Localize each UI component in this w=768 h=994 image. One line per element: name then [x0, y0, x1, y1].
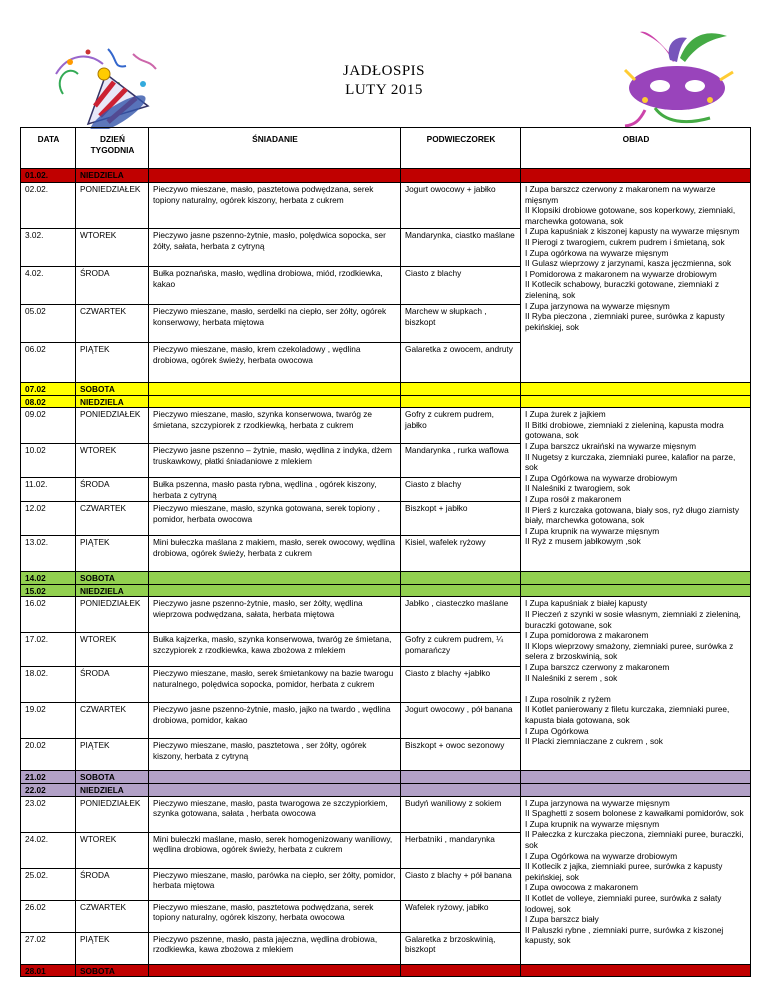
- breakfast-cell: Pieczywo mieszane, masło, serek śmietankowy na bazie twarogu naturalnego, polędwica sopocka, pomidor, herbata z cukrem: [149, 667, 401, 703]
- day-cell: SOBOTA: [76, 572, 149, 585]
- day-cell: NIEDZIELA: [76, 584, 149, 597]
- breakfast-cell: Pieczywo mieszane, masło, krem czekoladowy , wędlina drobiowa, ogórek świeży, herbata owocowa: [149, 343, 401, 383]
- date-cell: 10.02: [21, 444, 76, 478]
- page-title: JADŁOSPIS: [342, 63, 426, 79]
- day-cell: PIĄTEK: [76, 739, 149, 771]
- snack-cell: Biszkopt + jabłko: [401, 502, 521, 536]
- snack-cell: Gofry z cukrem pudrem, jabłko: [401, 408, 521, 444]
- breakfast-cell: Pieczywo mieszane, masło, serdelki na ciepło, ser żółty, ogórek konserwowy, herbata miętowa: [149, 305, 401, 343]
- breakfast-cell: Mini bułeczka maślana z makiem, masło, serek owocowy, wędlina drobiowa, ogórek świeży, herbata z cukrem: [149, 536, 401, 572]
- snack-cell: Mandarynka, ciastko maślane: [401, 229, 521, 267]
- date-cell: 4.02.: [21, 267, 76, 305]
- day-cell: SOBOTA: [76, 771, 149, 784]
- menu-table: [20, 127, 751, 977]
- day-cell: CZWARTEK: [76, 900, 149, 932]
- day-cell: NIEDZIELA: [76, 783, 149, 796]
- date-cell: 12.02: [21, 502, 76, 536]
- snack-cell: Biszkopt + owoc sezonowy: [401, 739, 521, 771]
- day-cell: PIĄTEK: [76, 932, 149, 964]
- date-cell: 18.02.: [21, 667, 76, 703]
- day-cell: ŚRODA: [76, 267, 149, 305]
- date-cell: 26.02: [21, 900, 76, 932]
- day-cell: PIĄTEK: [76, 343, 149, 383]
- breakfast-cell: Pieczywo mieszane, masło, pasta twarogowa ze szczypiorkiem, szynka gotowana, sałata , herbata owocowa: [149, 796, 401, 832]
- snack-cell: Jogurt owocowy , pół banana: [401, 703, 521, 739]
- breakfast-cell: Pieczywo mieszane, masło, parówka na ciepło, ser żółty, pomidor, herbata miętowa: [149, 868, 401, 900]
- breakfast-cell: Pieczywo pszenne, masło, pasta jajeczna, wędlina drobiowa, rzodkiewka, kawa zbożowa z mlekiem: [149, 932, 401, 964]
- header-row: [21, 128, 751, 169]
- snack-cell: Marchew w słupkach , biszkopt: [401, 305, 521, 343]
- date-cell: 06.02: [21, 343, 76, 383]
- snack-cell: Ciasto z blachy: [401, 478, 521, 502]
- breakfast-cell: Pieczywo jasne pszenno-żytnie, masło, polędwica sopocka, ser żółty, sałata, herbata z cytryną: [149, 229, 401, 267]
- table-row: [21, 597, 751, 633]
- date-cell: 05.02: [21, 305, 76, 343]
- date-cell: 08.02: [21, 395, 76, 408]
- day-cell: PONIEDZIAŁEK: [76, 183, 149, 229]
- lunch-cell: I Zupa kapuśniak z białej kapusty II Pieczeń z szynki w sosie własnym, ziemniaki z zieleniną, buraczki gotowane, sok I Zupa pomidorowa z makaronem II Klops wieprzowy smażony, ziemniaki puree, surówka z selera z brzoskwinią, sok I Zupa barszcz czerwony z makaronem II Naleśniki z serem , sok I Zupa rosolnik z ryżem II Kotlet panierowany z filetu kurczaka, ziemniaki puree, kapusta biała gotowana, sok I Zupa Ogórkowa II Placki ziemniaczane z cukrem , sok: [521, 597, 751, 771]
- weekend-row: [21, 783, 751, 796]
- day-cell: ŚRODA: [76, 868, 149, 900]
- breakfast-cell: Pieczywo jasne pszenno-żytnie, masło, jajko na twardo , wędlina drobiowa, pomidor, kakao: [149, 703, 401, 739]
- day-cell: PONIEDZIAŁEK: [76, 796, 149, 832]
- day-cell: PONIEDZIAŁEK: [76, 597, 149, 633]
- table-row: [21, 408, 751, 444]
- header-date: DATA: [21, 128, 76, 169]
- snack-cell: Jabłko , ciasteczko maślane: [401, 597, 521, 633]
- date-cell: 07.02: [21, 383, 76, 396]
- breakfast-cell: Pieczywo mieszane, masło, pasztetowa podwędzana, serek topiony naturalny, ogórek kiszony, herbata owocowa: [149, 900, 401, 932]
- date-cell: 19.02: [21, 703, 76, 739]
- weekend-row: [21, 771, 751, 784]
- weekend-row: [21, 964, 751, 977]
- page-subtitle: LUTY 2015: [345, 82, 423, 98]
- date-cell: 14.02: [21, 572, 76, 585]
- date-cell: 24.02.: [21, 832, 76, 868]
- snack-cell: Gofry z cukrem pudrem, ¼ pomarańczy: [401, 633, 521, 667]
- lunch-cell: I Zupa jarzynowa na wywarze mięsnym II Spaghetti z sosem bolonese z kawałkami pomidorów, sok I Zupa krupnik na wywarze mięsnym II Pałeczka z kurczaka pieczona, ziemniaki puree, buraczki, sok I Zupa Ogórkowa na wywarze drobiowym II Kotlecik z jajka, ziemniaki puree, surówka z kapusty pekińskiej, sok I Zupa owocowa z makaronem II Kotlet de volleye, ziemniaki puree, surówka z sałaty lodowej, sok I Zupa barszcz biały II Paluszki rybne , ziemniaki purre, surówka z kiszonej kapusty, sok: [521, 796, 751, 964]
- breakfast-cell: Pieczywo jasne pszenno-żytnie, masło, ser żółty, wędlina wieprzowa podwędzana, sałata, herbata miętowa: [149, 597, 401, 633]
- breakfast-cell: Pieczywo mieszane, masło, pasztetowa podwędzana, serek topiony naturalny, ogórek kiszony, herbata z cukrem: [149, 183, 401, 229]
- date-cell: 21.02: [21, 771, 76, 784]
- date-cell: 28.01: [21, 964, 76, 977]
- weekend-row: [21, 395, 751, 408]
- breakfast-cell: Bułka poznańska, masło, wędlina drobiowa, miód, rzodkiewka, kakao: [149, 267, 401, 305]
- date-cell: 20.02: [21, 739, 76, 771]
- day-cell: PIĄTEK: [76, 536, 149, 572]
- date-cell: 13.02.: [21, 536, 76, 572]
- snack-cell: Budyń waniliowy z sokiem: [401, 796, 521, 832]
- table-row: [21, 796, 751, 832]
- weekend-row: [21, 572, 751, 585]
- date-cell: 15.02: [21, 584, 76, 597]
- breakfast-cell: Pieczywo mieszane, masło, szynka konserwowa, twaróg ze śmietana, szczypiorek z rzodkiewką, herbata z cukrem: [149, 408, 401, 444]
- snack-cell: Wafelek ryżowy, jabłko: [401, 900, 521, 932]
- day-cell: NIEDZIELA: [76, 169, 149, 183]
- day-cell: WTOREK: [76, 444, 149, 478]
- day-cell: PONIEDZIAŁEK: [76, 408, 149, 444]
- table-row: [21, 183, 751, 229]
- weekend-row: [21, 383, 751, 396]
- lunch-cell: I Zupa żurek z jajkiem II Bitki drobiowe, ziemniaki z zieleniną, kapusta modra gotowana, sok I Zupa barszcz ukraiński na wywarze mięsnym II Nugetsy z kurczaka, ziemniaki puree, kalafior na parze, sok I Zupa Ogórkowa na wywarze drobiowym II Naleśniki z twarogiem, sok I Zupa rosół z makaronem II Pierś z kurczaka gotowana, biały sos, ryż długo ziarnisty biały, marchewka gotowana, sok I Zupa krupnik na wywarze mięsnym II Ryż z musem jabłkowym ,sok: [521, 408, 751, 572]
- breakfast-cell: Pieczywo mieszane, masło, szynka gotowana, serek topiony , pomidor, herbata owocowa: [149, 502, 401, 536]
- snack-cell: Ciasto z blachy +jabłko: [401, 667, 521, 703]
- date-cell: 02.02.: [21, 183, 76, 229]
- date-cell: 3.02.: [21, 229, 76, 267]
- date-cell: 16.02: [21, 597, 76, 633]
- breakfast-cell: Pieczywo jasne pszenno – żytnie, masło, wędlina z indyka, dżem truskawkowy, płatki śniadaniowe z mlekiem: [149, 444, 401, 478]
- carnival-mask-clipart: [615, 30, 740, 135]
- header-day: DZIEŃ TYGODNIA: [76, 128, 149, 169]
- date-cell: 23.02: [21, 796, 76, 832]
- snack-cell: Jogurt owocowy + jabłko: [401, 183, 521, 229]
- day-cell: WTOREK: [76, 633, 149, 667]
- date-cell: 25.02.: [21, 868, 76, 900]
- snack-cell: Galaretka z brzoskwinią, biszkopt: [401, 932, 521, 964]
- weekend-row: [21, 584, 751, 597]
- snack-cell: Ciasto z blachy + pół banana: [401, 868, 521, 900]
- date-cell: 17.02.: [21, 633, 76, 667]
- snack-cell: Galaretka z owocem, andruty: [401, 343, 521, 383]
- date-cell: 01.02.: [21, 169, 76, 183]
- header-breakfast: ŚNIADANIE: [149, 128, 401, 169]
- date-cell: 11.02.: [21, 478, 76, 502]
- day-cell: NIEDZIELA: [76, 395, 149, 408]
- breakfast-cell: Bułka pszenna, masło pasta rybna, wędlina , ogórek kiszony, herbata z cytryną: [149, 478, 401, 502]
- party-hat-clipart: [48, 44, 163, 134]
- day-cell: WTOREK: [76, 832, 149, 868]
- snack-cell: Mandarynka , rurka waflowa: [401, 444, 521, 478]
- day-cell: WTOREK: [76, 229, 149, 267]
- header-lunch: OBIAD: [521, 128, 751, 169]
- day-cell: CZWARTEK: [76, 305, 149, 343]
- header-snack: PODWIECZOREK: [401, 128, 521, 169]
- day-cell: ŚRODA: [76, 667, 149, 703]
- day-cell: SOBOTA: [76, 964, 149, 977]
- breakfast-cell: Bułka kajzerka, masło, szynka konserwowa, twaróg ze śmietana, szczypiorek z rzodkiewka, kawa zbożowa z mlekiem: [149, 633, 401, 667]
- date-cell: 27.02: [21, 932, 76, 964]
- snack-cell: Kisiel, wafelek ryżowy: [401, 536, 521, 572]
- snack-cell: Ciasto z blachy: [401, 267, 521, 305]
- date-cell: 22.02: [21, 783, 76, 796]
- day-cell: SOBOTA: [76, 383, 149, 396]
- breakfast-cell: Pieczywo mieszane, masło, pasztetowa , ser żółty, ogórek kiszony, herbata z cytryną: [149, 739, 401, 771]
- breakfast-cell: Mini bułeczki maślane, masło, serek homogenizowany waniliowy, wędlina drobiowa, ogórek świeży, herbata z cukrem: [149, 832, 401, 868]
- snack-cell: Herbatniki , mandarynka: [401, 832, 521, 868]
- weekend-row: [21, 169, 751, 183]
- day-cell: CZWARTEK: [76, 502, 149, 536]
- lunch-cell: I Zupa barszcz czerwony z makaronem na wywarze mięsnym II Klopsiki drobiowe gotowane, sos koperkowy, ziemniaki, marchewka gotowana, sok I Zupa kapuśniak z kiszonej kapusty na wywarze mięsnym II Pierogi z twarogiem, cukrem pudrem i śmietaną, sok I Zupa ogórkowa na wywarze mięsnym II Gulasz wieprzowy z jarzynami, kasza jęczmienna, sok I Pomidorowa z makaronem na wywarze drobiowym II Kotlecik schabowy, buraczki gotowane, ziemniaki z zieleniną, sok I Zupa jarzynowa na wywarze mięsnym II Ryba pieczona , ziemniaki puree, surówka z kapusty pekińskiej, sok: [521, 183, 751, 383]
- day-cell: CZWARTEK: [76, 703, 149, 739]
- day-cell: ŚRODA: [76, 478, 149, 502]
- date-cell: 09.02: [21, 408, 76, 444]
